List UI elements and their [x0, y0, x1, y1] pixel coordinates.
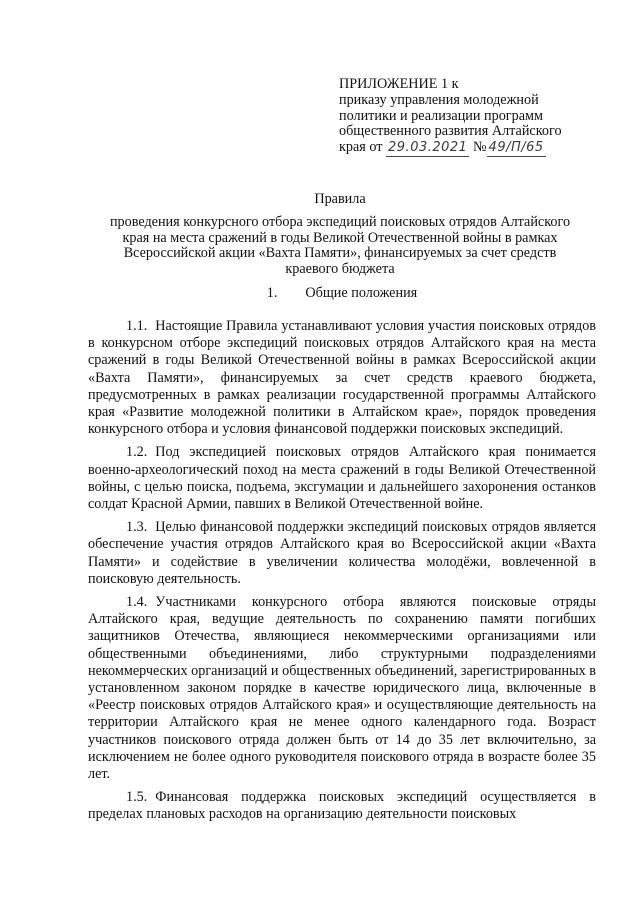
section-number: 1. — [266, 285, 278, 301]
paragraph-number: 1.2. — [126, 444, 148, 461]
paragraph-text: Финансовая поддержка поисковых экспедиций осуществляется в пределах плановых расходов на организацию деятельности поисковых — [88, 789, 596, 823]
appendix-date — [386, 140, 469, 157]
title-line-3: Всероссийской акции «Вахта Памяти», финансируемых за счет средств — [123, 245, 557, 262]
title-line-2: края на места сражений в годы Великой Отечественной войны в рамках — [122, 229, 558, 246]
appendix-line-4: общественного развития Алтайского — [339, 123, 562, 140]
document-title — [80, 192, 600, 278]
appendix-number-value: 49/П/65 — [488, 140, 544, 156]
paragraph-1-1 — [88, 318, 596, 438]
paragraph-number: 1.5. — [126, 789, 148, 806]
appendix-line-3: политики и реализации программ — [339, 107, 543, 124]
paragraph-1-4 — [88, 594, 596, 783]
paragraph-text: Настоящие Правила устанавливают условия участия поисковых отрядов в конкурсном отборе экспедиций поисковых отрядов Алтайского края на места сражений в годы Великой Отечественной войны в рамках Всероссийской акции «Вахта Памяти», финансируемых за счет средств краевого бюджета, предусмотренных в рамках реализации государственной программы Алтайского края «Развитие молодежной политики в Алтайском крае», порядок проведения конкурсного отбора и условия финансовой поддержки поисковых экспедиций. — [88, 318, 596, 438]
paragraph-1-3 — [88, 519, 596, 588]
title-heading: Правила — [314, 191, 366, 207]
appendix-line-2: приказу управления молодежной — [339, 91, 539, 108]
appendix-date-prefix: края от — [339, 139, 383, 156]
paragraph-text: Целью финансовой поддержки экспедиций поисковых отрядов является обеспечение участия отрядов Алтайского края во Всероссийской акции «Вахта Памяти» и содействие в увеличении количества молодёжи, вовлеченной в поисковую деятельность. — [88, 519, 596, 587]
appendix-number — [487, 140, 546, 157]
document-body — [88, 318, 596, 830]
appendix-block — [339, 77, 609, 157]
section-title: Общие положения — [305, 285, 418, 301]
paragraph-number: 1.4. — [126, 594, 148, 611]
paragraph-number: 1.3. — [126, 519, 148, 536]
appendix-line-1: ПРИЛОЖЕНИЕ 1 к — [339, 76, 459, 92]
paragraph-text: Участниками конкурсного отбора являются поисковые отряды Алтайского края, ведущие деятельность по сохранению памяти погибших защитников Отечества, являющиеся некоммерческими организациями или общественными объединениями, либо структурными подразделениями некоммерческих организаций и общественных объединений, зарегистрированных в установленном законом порядке в качестве юридического лица, включенные в «Реестр поисковых отрядов Алтайского края» и осуществляющие деятельность на территории Алтайского края не менее одного календарного года. Возраст участников поискового отряда должен быть от 14 до 35 лет включительно, за исключением не более одного руководителя поискового отряда в возрасте более 35 лет. — [88, 594, 596, 783]
paragraph-1-5 — [88, 789, 596, 823]
paragraph-text: Под экспедицией поисковых отрядов Алтайского края понимается военно-археологический поход на места сражений в годы Великой Отечественной войны, с целью поиска, подъема, эксгумации и дальнейшего захоронения останков солдат Красной Армии, павших в Великой Отечественной войне. — [88, 444, 596, 513]
appendix-date-value: 29.03.2021 — [388, 140, 468, 156]
title-line-1: проведения конкурсного отбора экспедиций поисковых отрядов Алтайского — [109, 213, 571, 230]
appendix-line-5 — [339, 140, 609, 157]
section-heading — [88, 285, 596, 302]
paragraph-number: 1.1. — [126, 318, 148, 334]
appendix-number-prefix: № — [473, 139, 487, 156]
title-line-4: краевого бюджета — [285, 261, 395, 278]
paragraph-1-2 — [88, 444, 596, 513]
